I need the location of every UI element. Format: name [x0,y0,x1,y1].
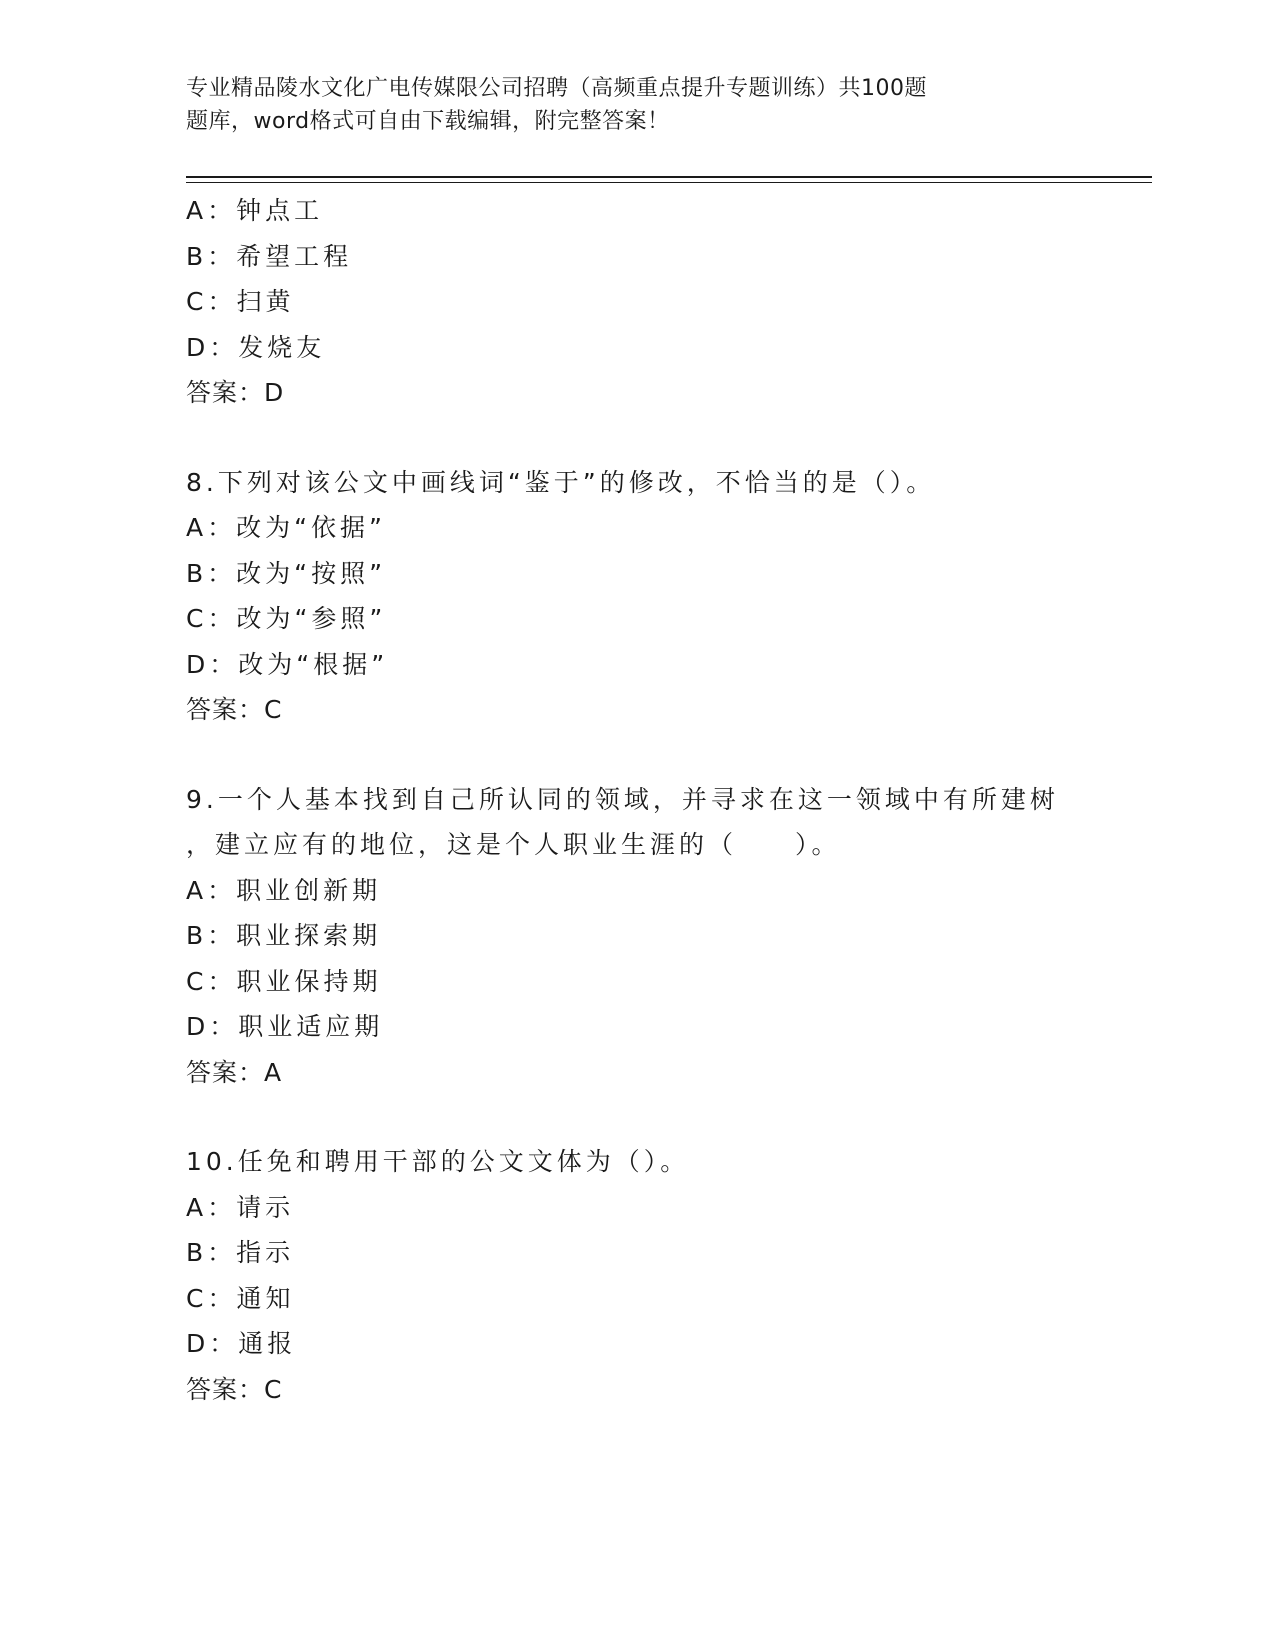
option-d: D：改为“根据” [186,649,389,679]
option-b: B：职业探索期 [186,921,382,950]
header-divider-thick [186,176,1152,178]
answer-line: 答案：C [186,1374,283,1404]
header-line-1: 专业精品陵水文化广电传媒限公司招聘（高频重点提升专题训练）共100题 [186,76,927,101]
option-a: A：请示 [186,1192,295,1222]
option-c: C：通知 [186,1283,295,1313]
header-divider-thin [186,182,1152,183]
question-block [186,188,1126,416]
question-text-line-1: 9.一个人基本找到自己所认同的领域，并寻求在这一领域中有所建树 [186,784,1059,814]
question-text-line-2: ，建立应有的地位，这是个人职业生涯的（ ）。 [186,830,841,859]
question-block [186,460,1126,733]
option-b: B：希望工程 [186,241,353,271]
question-text: 8.下列对该公文中画线词“鉴于”的修改，不恰当的是（）。 [186,467,936,497]
question-list [186,188,1126,1412]
document-header [186,72,1026,138]
option-d: D：通报 [186,1329,297,1358]
option-c: C：改为“参照” [186,604,387,633]
option-c: C：职业保持期 [186,966,382,996]
answer-line: 答案：C [186,695,283,724]
option-a: A：职业创新期 [186,875,382,905]
option-b: B：改为“按照” [186,558,387,588]
answer-line: 答案：A [186,1057,283,1087]
question-block [186,777,1126,1096]
option-a: A：改为“依据” [186,513,387,542]
question-text: 10.任免和聘用干部的公文文体为（）。 [186,1147,690,1176]
option-b: B：指示 [186,1238,295,1267]
option-d: D：职业适应期 [186,1012,384,1041]
option-c: C：扫黄 [186,287,295,316]
option-a: A：钟点工 [186,196,324,225]
option-d: D：发烧友 [186,332,326,362]
header-line-2: 题库，word格式可自由下载编辑，附完整答案！ [186,109,670,134]
question-block [186,1139,1126,1412]
answer-line: 答案：D [186,378,285,407]
